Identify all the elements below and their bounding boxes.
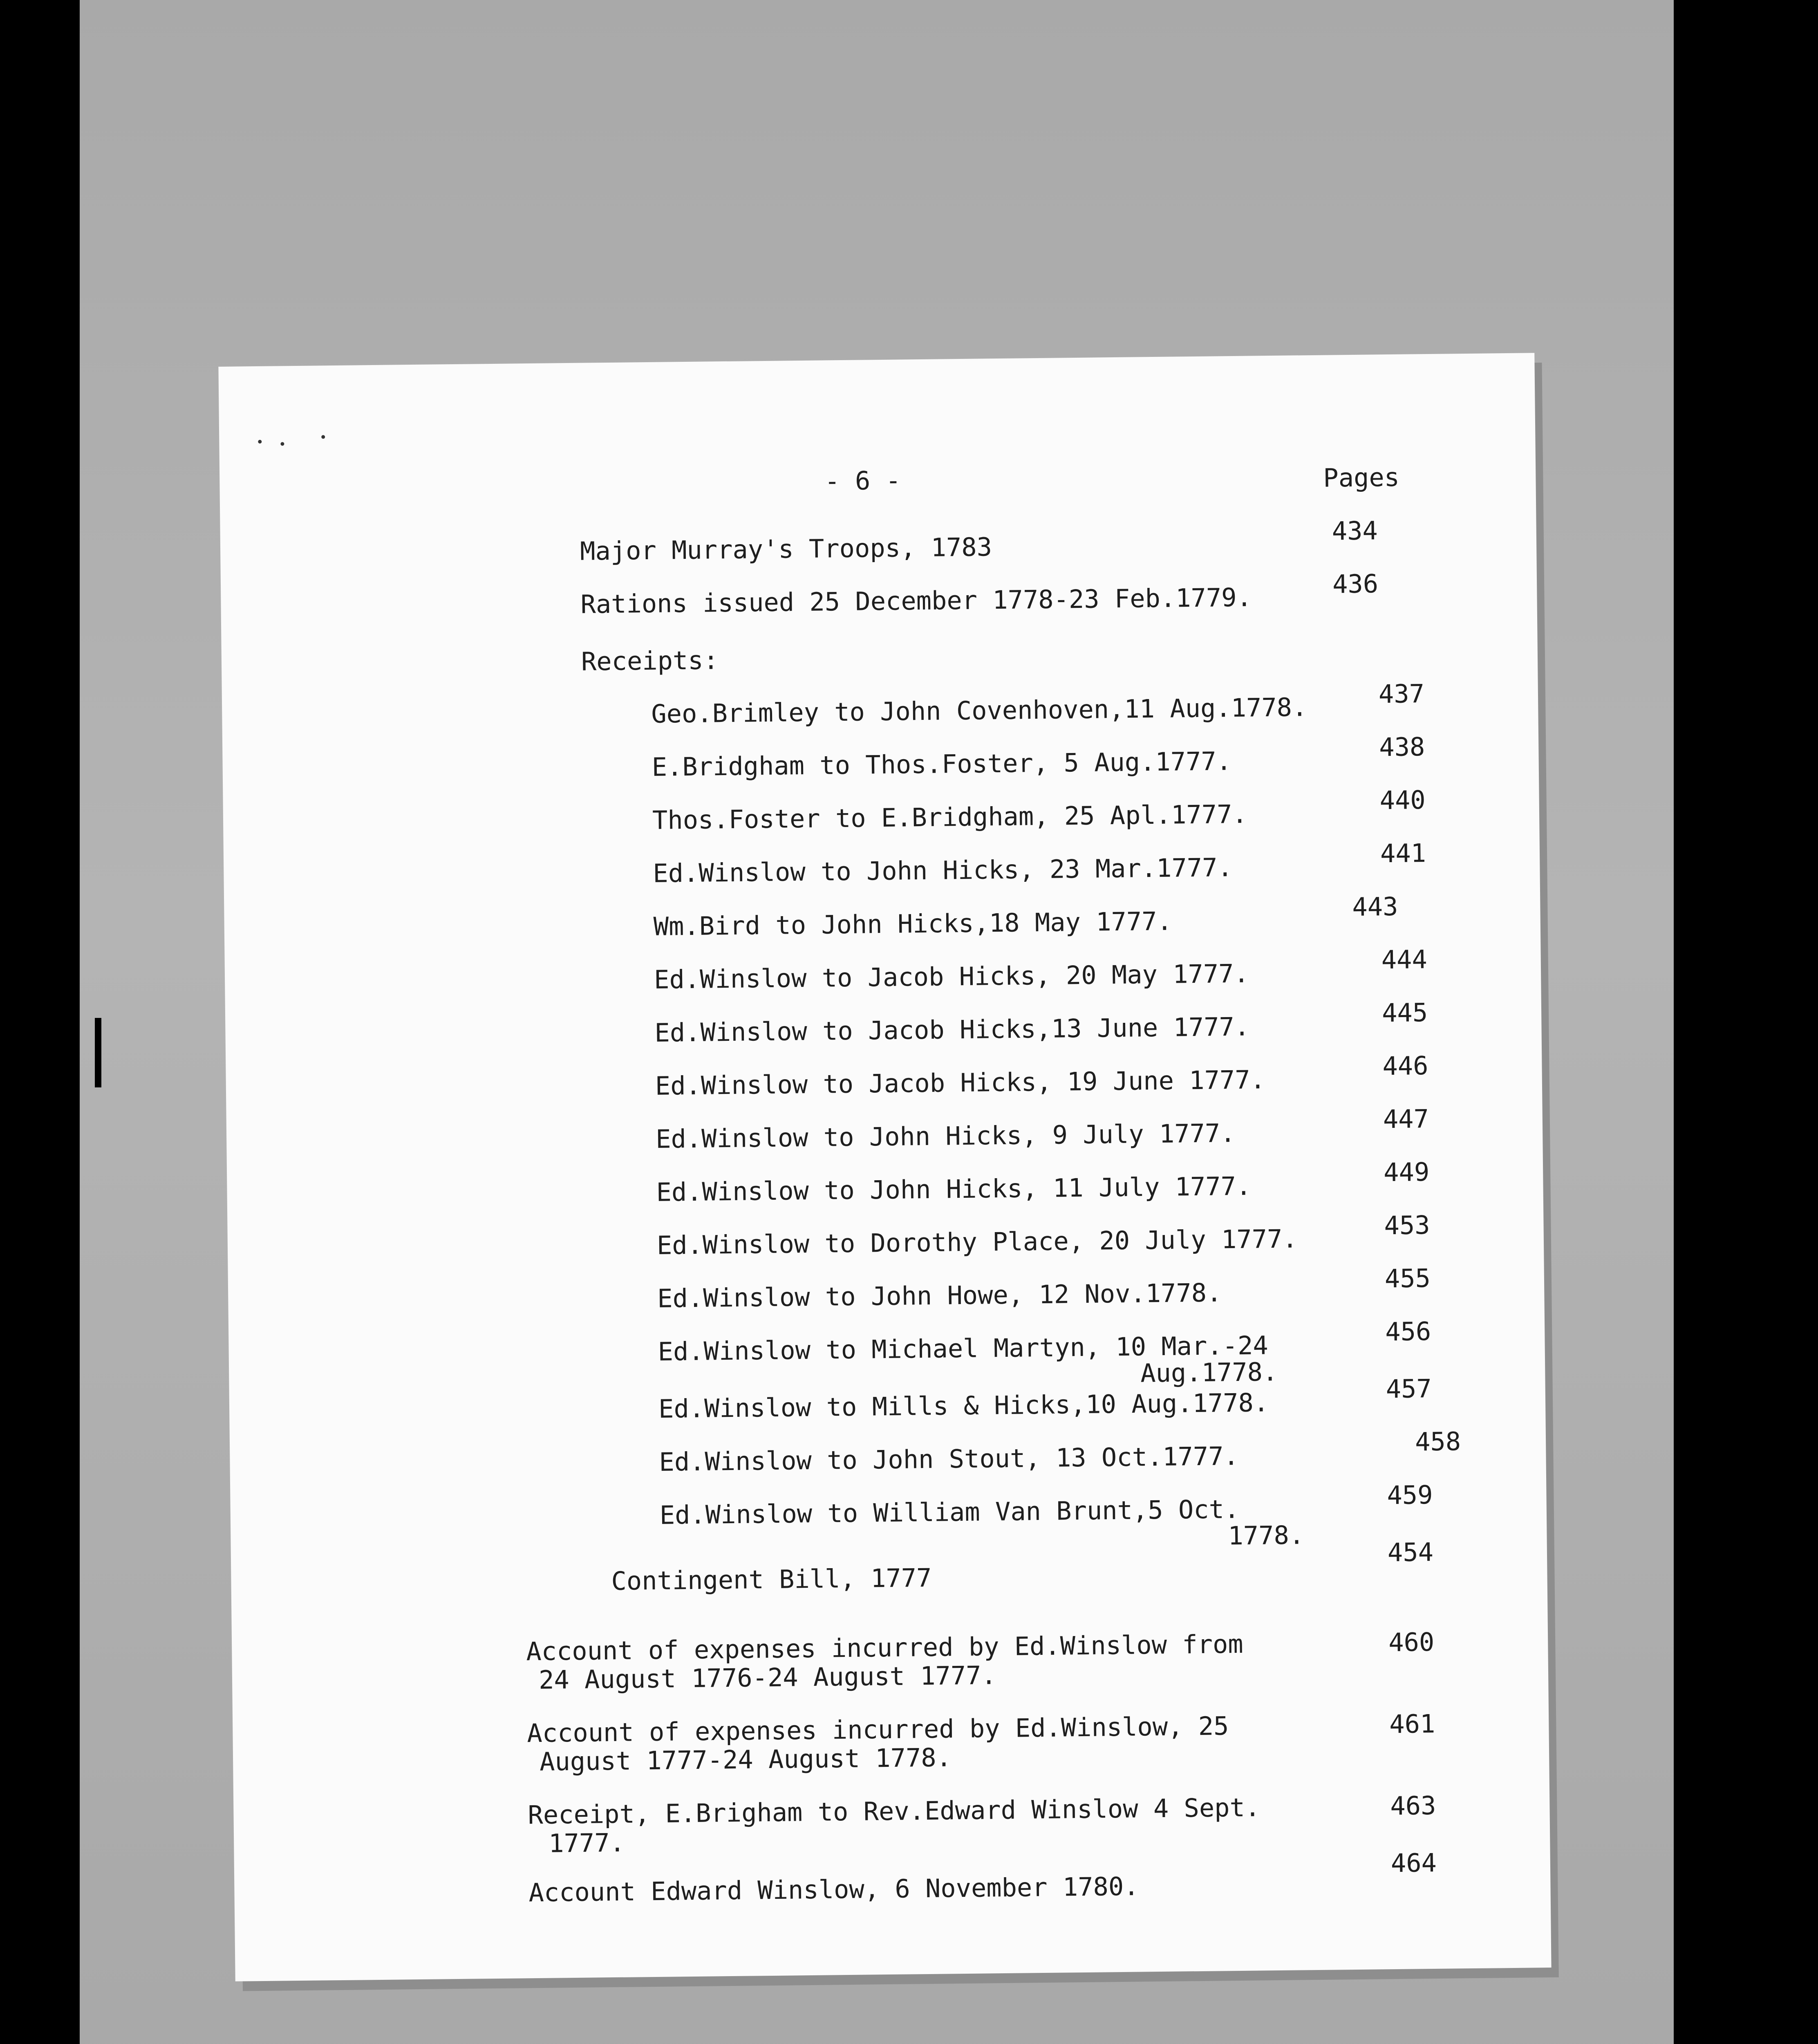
receipt-text: Ed.Winslow to John Howe, 12 Nov.1778.: [657, 1278, 1222, 1313]
receipt-text: Ed.Winslow to John Hicks, 23 Mar.1777.: [653, 852, 1233, 888]
account-line: August 1777-24 August 1778.: [539, 1742, 952, 1777]
account-page: 463: [1390, 1790, 1436, 1821]
receipt-text: Ed.Winslow to John Stout, 13 Oct.1777.: [659, 1441, 1239, 1477]
document-page: [218, 353, 1551, 1981]
account-line: 24 August 1776-24 August 1777.: [538, 1660, 997, 1695]
receipt-page: 459: [1387, 1480, 1433, 1511]
account-line: 1777.: [548, 1827, 625, 1858]
receipt-text: Ed.Winslow to Dorothy Place, 20 July 1777.: [656, 1224, 1298, 1260]
speck: [280, 442, 284, 446]
account-line: Account of expenses incurred by Ed.Winslow, 25: [527, 1711, 1229, 1748]
receipt-text: Thos.Foster to E.Bridgham, 25 Apl.1777.: [652, 799, 1248, 835]
receipt-text: Geo.Brimley to John Covenhoven,11 Aug.1778.: [651, 692, 1308, 729]
contingent-page: 454: [1387, 1537, 1434, 1568]
receipt-continuation: Aug.1778.: [1140, 1356, 1278, 1388]
receipt-page: 457: [1386, 1374, 1432, 1404]
receipt-page: 446: [1382, 1051, 1428, 1081]
account-line: Receipt, E.Brigham to Rev.Edward Winslow 4 Sept.: [528, 1792, 1261, 1830]
receipt-text: Ed.Winslow to John Hicks, 11 July 1777.: [656, 1171, 1252, 1207]
film-mark-left: [95, 1018, 101, 1087]
receipt-page: 438: [1379, 732, 1425, 762]
receipt-page: 455: [1384, 1263, 1431, 1294]
receipt-page: 445: [1381, 997, 1428, 1028]
pages-header: Pages: [1323, 462, 1400, 493]
account-line: Account Edward Winslow, 6 November 1780.: [528, 1871, 1139, 1908]
film-mark-right: [1715, 957, 1720, 1002]
entry-text: Rations issued 25 December 1778-23 Feb.1779.: [580, 582, 1252, 619]
receipt-page: 458: [1415, 1426, 1461, 1457]
receipt-continuation: 1778.: [1228, 1520, 1305, 1551]
receipt-text: E.Bridgham to Thos.Foster, 5 Aug.1777.: [652, 746, 1232, 782]
receipt-text: Ed.Winslow to Jacob Hicks,13 June 1777.: [654, 1011, 1250, 1048]
account-line: Account of expenses incurred by Ed.Winslow from: [526, 1629, 1244, 1667]
receipt-text: Ed.Winslow to Michael Martyn, 10 Mar.-24: [658, 1330, 1269, 1367]
receipt-page: 443: [1352, 891, 1398, 922]
receipt-text: Ed.Winslow to Mills & Hicks,10 Aug.1778.: [658, 1387, 1269, 1424]
receipts-heading: Receipts:: [581, 645, 719, 677]
receipt-page: 444: [1381, 944, 1428, 975]
receipt-text: Ed.Winslow to John Hicks, 9 July 1777.: [655, 1118, 1236, 1154]
receipt-page: 449: [1383, 1157, 1430, 1188]
entry-text: Major Murray's Troops, 1783: [580, 532, 992, 566]
receipt-page: 437: [1378, 679, 1425, 709]
receipt-text: Ed.Winslow to Jacob Hicks, 19 June 1777.: [655, 1065, 1266, 1101]
receipt-page: 447: [1383, 1104, 1429, 1134]
speck: [321, 435, 325, 439]
receipt-page: 441: [1380, 838, 1426, 869]
receipt-page: 440: [1379, 785, 1426, 816]
entry-page: 436: [1332, 569, 1379, 599]
account-page: 460: [1388, 1627, 1435, 1658]
receipt-text: Ed.Winslow to William Van Brunt,5 Oct.: [659, 1494, 1240, 1530]
receipt-text: Wm.Bird to John Hicks,18 May 1777.: [653, 906, 1173, 941]
speck: [258, 440, 262, 444]
contingent-text: Contingent Bill, 1777: [611, 1562, 932, 1596]
account-page: 464: [1390, 1847, 1437, 1878]
receipt-text: Ed.Winslow to Jacob Hicks, 20 May 1777.: [654, 958, 1249, 995]
account-page: 461: [1389, 1708, 1435, 1739]
receipt-page: 456: [1385, 1316, 1431, 1347]
page-number: - 6 -: [824, 465, 901, 496]
entry-page: 434: [1332, 515, 1378, 546]
document-text: [218, 353, 1551, 1981]
receipt-page: 453: [1384, 1210, 1430, 1241]
